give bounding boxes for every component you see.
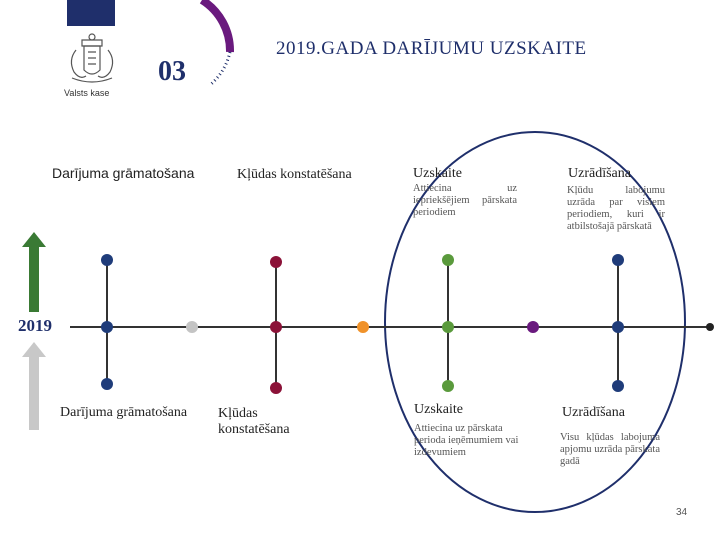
slide-title: 2019.GADA DARĪJUMU UZSKAITE	[276, 38, 587, 59]
bottom-label-accounting: Uzskaite	[414, 402, 463, 417]
logo-caption: Valsts kase	[64, 88, 110, 98]
axis-end-marker	[706, 323, 714, 331]
axis-node-purple	[527, 321, 539, 333]
bottom-label-booking: Darījuma grāmatošana	[60, 405, 188, 420]
top-node-4	[612, 254, 624, 266]
axis-node-1	[101, 321, 113, 333]
bottom-desc-presentation: Visu kļūdas labojuma apjomu uzrāda pārskata gadā	[560, 432, 660, 467]
axis-node-orange	[357, 321, 369, 333]
top-label-error-detection: Kļūdas konstatēšana	[237, 167, 352, 182]
bottom-label-presentation: Uzrādīšana	[562, 405, 625, 420]
top-desc-presentation: Kļūdu labojumu uzrāda par visiem periodiem, kuri ir atbilstošajā pārskatā	[567, 185, 665, 232]
axis-node-3	[442, 321, 454, 333]
axis-node-2	[270, 321, 282, 333]
bottom-node-2	[270, 382, 282, 394]
axis-node-4	[612, 321, 624, 333]
top-node-3	[442, 254, 454, 266]
year-label: 2019	[18, 316, 52, 335]
page-number: 34	[676, 507, 688, 518]
bottom-node-1	[101, 378, 113, 390]
top-node-1	[101, 254, 113, 266]
top-label-accounting: Uzskaite	[413, 166, 462, 181]
top-node-2	[270, 256, 282, 268]
axis-node-gray	[186, 321, 198, 333]
top-desc-accounting: Attiecina uz iepriekšējiem pārskata periodiem	[413, 183, 517, 218]
gray-arrow-icon	[22, 342, 46, 430]
top-label-presentation: Uzrādīšana	[568, 166, 631, 181]
bottom-desc-accounting: Attiecina uz pārskata perioda ieņēmumiem vai izdevumiem	[414, 423, 519, 458]
bottom-node-3	[442, 380, 454, 392]
bottom-label-error-detection: Kļūdas konstatēšana	[218, 406, 290, 437]
bottom-node-4	[612, 380, 624, 392]
top-label-booking: Darījuma grāmatošana	[52, 165, 195, 181]
section-number: 03	[158, 56, 186, 87]
up-arrow-icon	[22, 232, 46, 312]
